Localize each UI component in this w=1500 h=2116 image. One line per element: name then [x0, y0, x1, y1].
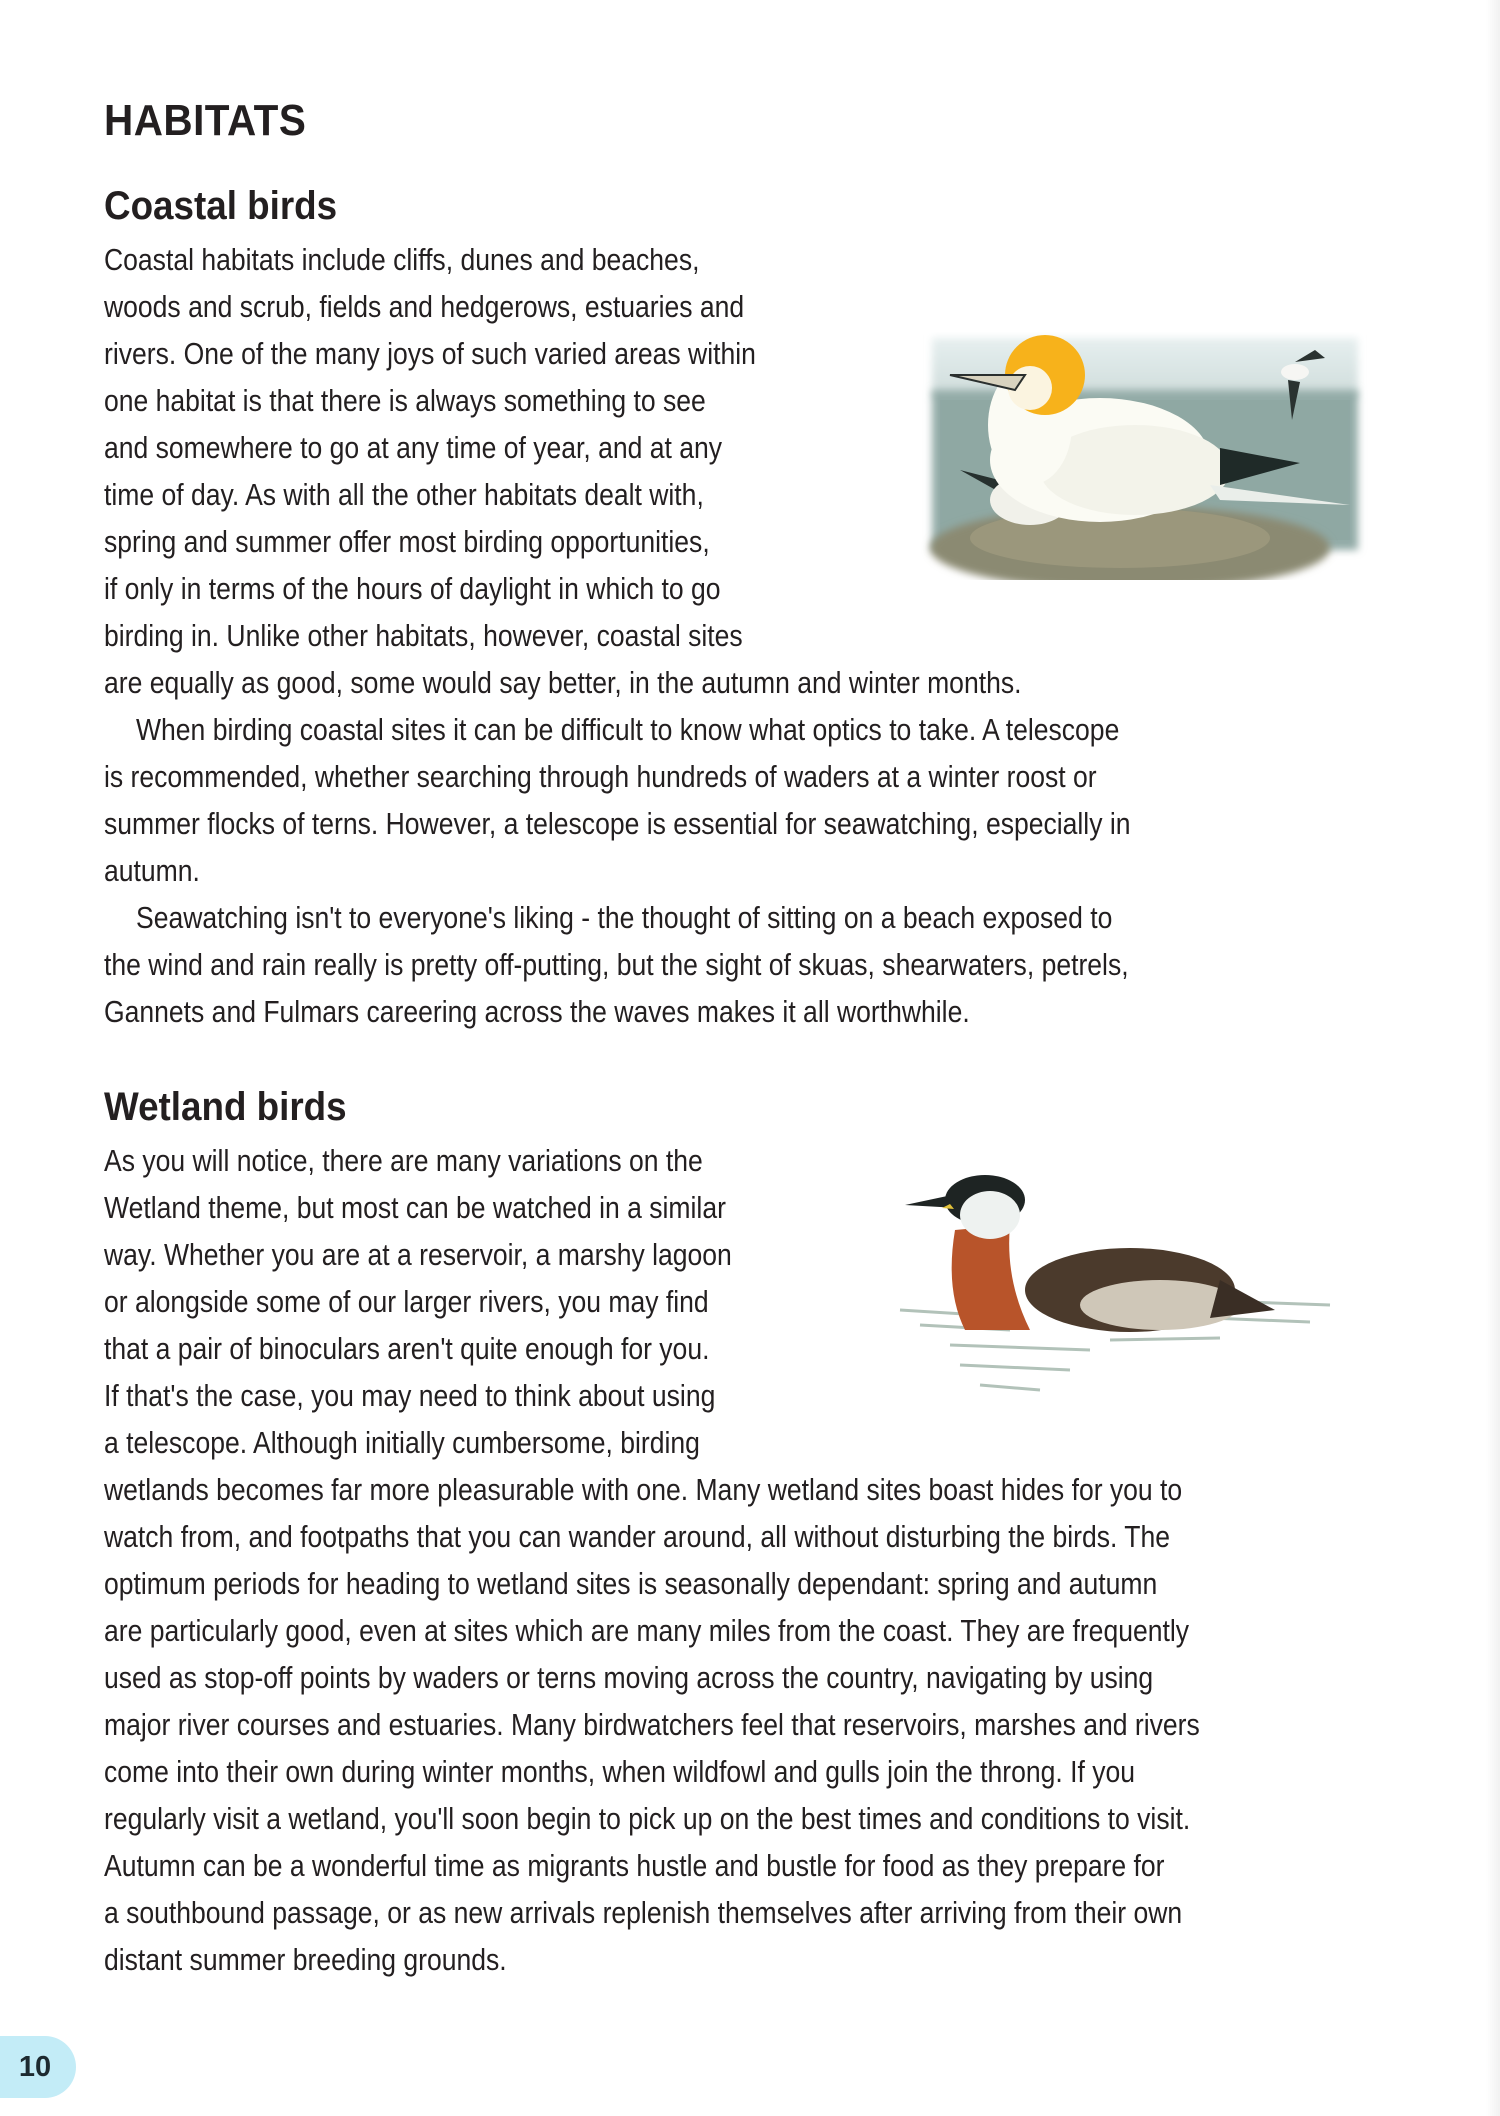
text-line: are equally as good, some would say better, in the autumn and winter months. [104, 666, 1022, 700]
text-line: birding in. Unlike other habitats, however, coastal sites [104, 619, 743, 653]
text-line: one habitat is that there is always something to see [104, 384, 706, 418]
text-line: watch from, and footpaths that you can wander around, all without disturbing the birds. The [104, 1520, 1170, 1554]
page-title: HABITATS [104, 96, 307, 145]
text-line: time of day. As with all the other habitats dealt with, [104, 478, 704, 512]
gannet-icon [920, 320, 1370, 580]
text-line: are particularly good, even at sites which are many miles from the coast. They are frequently [104, 1614, 1190, 1648]
text-line: woods and scrub, fields and hedgerows, estuaries and [104, 290, 745, 324]
grebe-illustration [890, 1160, 1350, 1430]
page-edge-shadow [1486, 0, 1500, 2116]
text-line: Coastal habitats include cliffs, dunes and beaches, [104, 243, 700, 277]
text-line: As you will notice, there are many variations on the [104, 1144, 703, 1178]
text-line: When birding coastal sites it can be difficult to know what optics to take. A telescope [136, 713, 1120, 747]
text-line: regularly visit a wetland, you'll soon begin to pick up on the best times and conditions to visit. [104, 1802, 1191, 1836]
text-line: rivers. One of the many joys of such varied areas within [104, 337, 756, 371]
text-line: distant summer breeding grounds. [104, 1943, 507, 1977]
text-line: If that's the case, you may need to think about using [104, 1379, 716, 1413]
text-line: spring and summer offer most birding opportunities, [104, 525, 710, 559]
section-heading-wetland: Wetland birds [104, 1085, 347, 1129]
page-number-tab [0, 2036, 76, 2098]
text-line: a telescope. Although initially cumbersome, birding [104, 1426, 700, 1460]
text-line: summer flocks of terns. However, a telescope is essential for seawatching, especially in [104, 807, 1131, 841]
grebe-icon [890, 1160, 1350, 1430]
text-line: if only in terms of the hours of daylight in which to go [104, 572, 721, 606]
text-line: wetlands becomes far more pleasurable with one. Many wetland sites boast hides for you to [104, 1473, 1183, 1507]
text-line: is recommended, whether searching through hundreds of waders at a winter roost or [104, 760, 1097, 794]
text-line: Seawatching isn't to everyone's liking - the thought of sitting on a beach exposed to [136, 901, 1113, 935]
text-line: optimum periods for heading to wetland sites is seasonally dependant: spring and autumn [104, 1567, 1158, 1601]
text-line: that a pair of binoculars aren't quite enough for you. [104, 1332, 710, 1366]
text-line: or alongside some of our larger rivers, you may find [104, 1285, 709, 1319]
text-line: Gannets and Fulmars careering across the waves makes it all worthwhile. [104, 995, 970, 1029]
page-number: 10 [18, 2050, 52, 2083]
text-line: major river courses and estuaries. Many birdwatchers feel that reservoirs, marshes and rivers [104, 1708, 1200, 1742]
text-line: Wetland theme, but most can be watched in a similar [104, 1191, 726, 1225]
text-line: used as stop-off points by waders or terns moving across the country, navigating by using [104, 1661, 1154, 1695]
section-heading-coastal: Coastal birds [104, 184, 338, 228]
text-line: the wind and rain really is pretty off-putting, but the sight of skuas, shearwaters, petrels, [104, 948, 1129, 982]
text-line: and somewhere to go at any time of year, and at any [104, 431, 723, 465]
text-line: autumn. [104, 854, 200, 888]
text-line: a southbound passage, or as new arrivals replenish themselves after arriving from their own [104, 1896, 1183, 1930]
text-line: come into their own during winter months, when wildfowl and gulls join the throng. If you [104, 1755, 1136, 1789]
gannet-illustration [920, 320, 1370, 580]
text-line: way. Whether you are at a reservoir, a marshy lagoon [104, 1238, 732, 1272]
text-line: Autumn can be a wonderful time as migrants hustle and bustle for food as they prepare for [104, 1849, 1165, 1883]
